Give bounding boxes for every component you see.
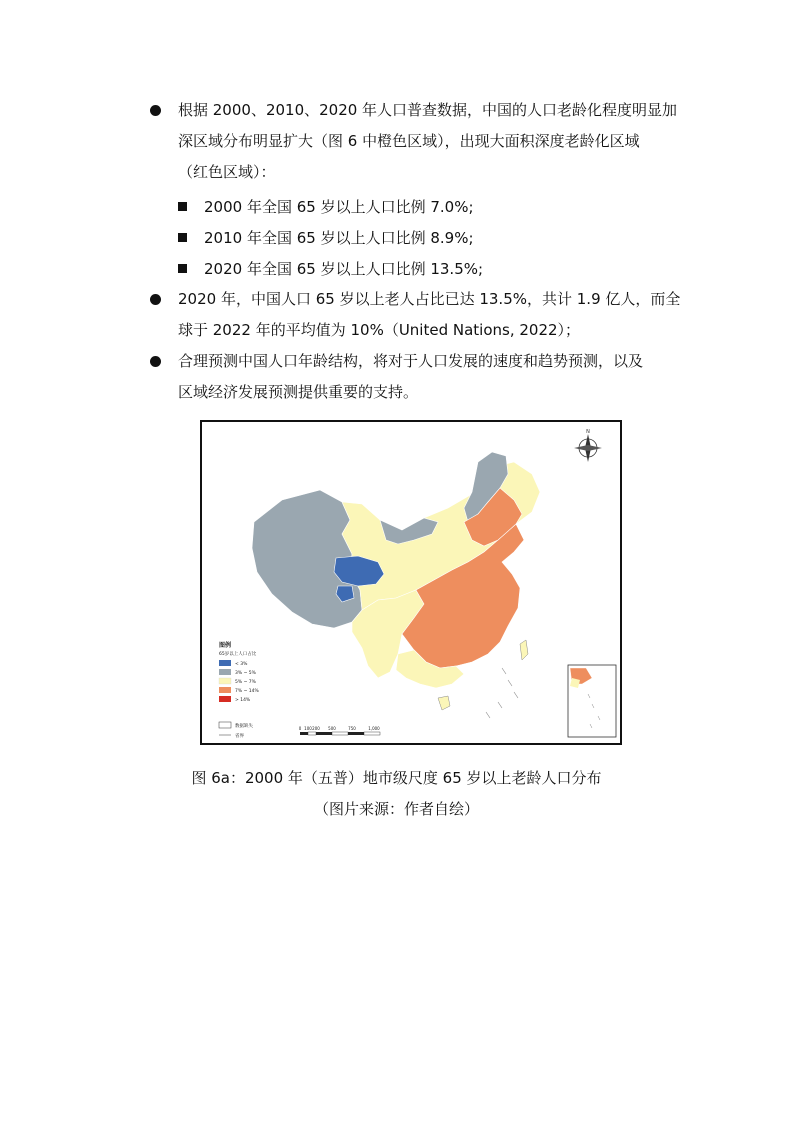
china-map-svg	[202, 422, 620, 743]
bullet-line: （红色区域）：	[178, 163, 276, 181]
south-china-sea-inset	[568, 665, 616, 737]
subitem-2000	[178, 197, 474, 217]
scale-label: 0	[298, 726, 302, 731]
subitem-2010	[178, 228, 474, 248]
legend-title: 图例	[219, 642, 232, 649]
legend-label-border: 省界	[235, 734, 244, 739]
bullet-line: 球于 2022 年的平均值为 10%（United Nations, 2022）；	[178, 321, 581, 339]
figure-caption: 图 6a：2000 年（五普）地市级尺度 65 岁以上老龄人口分布	[191, 769, 602, 787]
legend-label-7-14: 7% ~ 14%	[235, 689, 259, 694]
subitem-text: 2010 年全国 65 岁以上人口比例 8.9%;	[204, 229, 474, 247]
map-legend	[219, 641, 259, 739]
north-arrow-icon	[574, 429, 602, 462]
region-hainan	[438, 696, 450, 710]
legend-label-5-7: 5% ~ 7%	[235, 680, 256, 685]
bullet-prediction	[150, 346, 690, 408]
legend-label-missing: 数据缺失	[235, 724, 253, 729]
bullet-line: 合理预测中国人口年龄结构，将对于人口发展的速度和趋势预测，以及	[178, 352, 644, 370]
legend-swatch-3-5	[219, 669, 231, 675]
subitem-2020	[178, 259, 483, 279]
scale-label: 100	[304, 726, 312, 731]
subitem-text: 2020 年全国 65 岁以上人口比例 13.5%;	[204, 260, 484, 278]
square-bullet-icon	[178, 202, 187, 211]
legend-swatch-gt14	[219, 696, 231, 702]
bullet-census-aging	[150, 95, 690, 188]
bullet-line: 2020 年，中国人口 65 岁以上老人占比已达 13.5%，共计 1.9 亿人，而全	[178, 290, 681, 308]
legend-label-lt3: < 3%	[235, 662, 248, 667]
square-bullet-icon	[178, 264, 187, 273]
sea-islands	[486, 668, 518, 718]
legend-label-gt14: > 14%	[235, 698, 251, 703]
bullet-line: 根据 2000、2010、2020 年人口普查数据，中国的人口老龄化程度明显加	[178, 101, 678, 119]
aging-distribution-map	[200, 420, 622, 745]
legend-swatch-missing	[219, 722, 231, 728]
figure-source: （图片来源：作者自绘）	[313, 800, 479, 818]
scale-label: 750	[348, 726, 356, 731]
legend-label-3-5: 3% ~ 5%	[235, 671, 256, 676]
scale-bar	[299, 726, 380, 735]
north-label: N	[586, 429, 590, 435]
scale-label: 1,000	[368, 726, 380, 731]
square-bullet-icon	[178, 233, 187, 242]
bullet-dot-icon	[150, 294, 161, 305]
scale-label: 500	[328, 726, 336, 731]
bullet-line: 深区域分布明显扩大（图 6 中橙色区域），出现大面积深度老龄化区域	[178, 132, 640, 150]
legend-swatch-7-14	[219, 687, 231, 693]
bullet-line: 区域经济发展预测提供重要的支持。	[178, 383, 419, 401]
legend-swatch-lt3	[219, 660, 231, 666]
bullet-dot-icon	[150, 105, 161, 116]
bullet-dot-icon	[150, 356, 161, 367]
legend-swatch-5-7	[219, 678, 231, 684]
subitem-text: 2000 年全国 65 岁以上人口比例 7.0%;	[204, 198, 474, 216]
legend-subtitle: 65岁以上人口占比	[219, 652, 257, 657]
region-taiwan	[520, 640, 528, 660]
scale-label: 200	[312, 726, 320, 731]
bullet-2020-stats	[150, 284, 690, 346]
